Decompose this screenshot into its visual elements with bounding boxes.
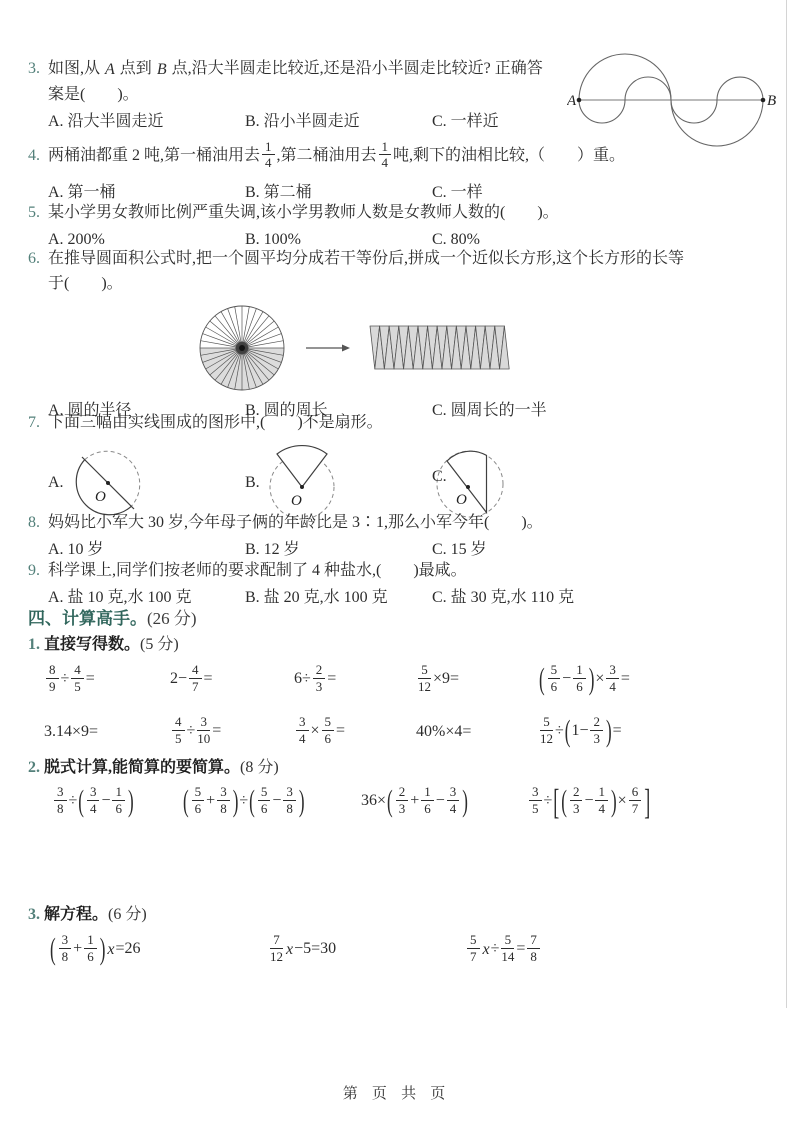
- expression: 2− $\frac{4}{7}$ =: [170, 662, 213, 694]
- subsection-1-number: 1.: [28, 636, 40, 653]
- question-3: [28, 56, 777, 134]
- solve-equation-row: [28, 926, 763, 974]
- expression: ( $\frac{5}{6}$ + $\frac{3}{8}$ )÷( $\frac{5}{6}$ − $\frac{3}{8}$ ): [183, 784, 305, 819]
- question-8: [28, 510, 763, 562]
- question-3-text-line1: 如图,从 A 点到 B 点,沿大半圆走比较近,还是沿小半圆走比较近? 正确答: [48, 60, 543, 78]
- expression: $\frac{3}{4}$ × $\frac{5}{6}$ =: [294, 716, 416, 747]
- question-8-number: 8.: [28, 514, 40, 531]
- option-a: A. 沿大半圆走近: [48, 112, 164, 130]
- expression: $\frac{3}{5}$ ÷[ ( $\frac{2}{3}$ − $\frac{1}{4}$ )× $\frac{6}{7}$ ]: [527, 786, 763, 817]
- question-6-number: 6.: [28, 250, 40, 267]
- option-c: C. 一样: [432, 184, 483, 201]
- expression: $\frac{3}{8}$ ÷( $\frac{3}{4}$ − $\frac{1}{6}$ ): [52, 786, 182, 817]
- question-6: [28, 246, 763, 423]
- question-7-number: 7.: [28, 414, 40, 431]
- question-4-text: 两桶油都重 2 吨,第一桶油用去 $\frac{1}{4}$ ,第二桶油用去 $\frac{1}{4}$ 吨,剩下的油相比较,（ ）重。: [48, 138, 626, 171]
- question-7-text: 下面三幅由实线围成的图形中,( )不是扇形。: [48, 414, 383, 431]
- question-5-text: 某小学男女教师比例严重失调,该小学男教师人数是女教师人数的( )。: [48, 204, 559, 221]
- question-6-text-line1: 在推导圆面积公式时,把一个圆平均分成若干等份后,拼成一个近似长方形,这个长方形的长等: [48, 250, 685, 267]
- point-b-label: B: [767, 93, 777, 109]
- direct-computation-row-2: [28, 708, 763, 756]
- subsection-3-number: 3.: [28, 906, 40, 923]
- direct-computation-row-1: [28, 656, 763, 704]
- option-c: C. 15 岁: [432, 541, 487, 558]
- expression: $\frac{5}{12}$ ×9=: [418, 662, 460, 694]
- subsection-1-score: (5 分): [140, 636, 179, 653]
- expression: $\frac{4}{5}$ ÷ $\frac{3}{10}$ =: [170, 716, 294, 747]
- point-a-label: A: [567, 93, 577, 109]
- scan-edge-line: [786, 0, 787, 1008]
- equation: $\frac{7}{12}$ x−5=30: [270, 932, 337, 964]
- option-b: B. 圆的周长: [245, 402, 328, 419]
- question-7: [28, 410, 763, 525]
- subsection-2-number: 2.: [28, 759, 40, 776]
- figure-c-label: C.: [432, 468, 447, 485]
- expression: $\frac{5}{12}$ ÷(1− $\frac{2}{3}$ )=: [540, 714, 622, 749]
- circle-sectors-svg: [196, 302, 288, 394]
- question-4: [28, 134, 763, 205]
- figure-b-label: B.: [245, 473, 260, 491]
- center-o-label: O: [456, 492, 467, 508]
- subsection-3-title: 解方程。: [44, 906, 109, 923]
- subsection-1-heading: [28, 631, 763, 654]
- equation: ( $\frac{3}{8}$ + $\frac{1}{6}$ ) x=26: [50, 932, 141, 967]
- option-b: B. 盐 20 克,水 100 克: [245, 589, 388, 606]
- section-4-heading: [28, 604, 763, 629]
- option-a: A. 200%: [48, 231, 105, 248]
- subsection-3-heading: [28, 901, 763, 924]
- option-c: C. 圆周长的一半: [432, 402, 547, 419]
- expression: ( $\frac{5}{6}$ − $\frac{1}{6}$ )× $\frac{3}{4}$ =: [539, 662, 630, 697]
- section-score: (26 分): [147, 609, 197, 628]
- expression: 3.14×9=: [44, 723, 99, 740]
- option-b: B. 沿小半圆走近: [245, 112, 360, 130]
- option-b: B. 12 岁: [245, 541, 300, 558]
- step-computation-row: [28, 778, 763, 826]
- arrow-right-icon: [304, 342, 352, 354]
- rectangle-wedges-svg: [368, 322, 513, 374]
- option-c: C. 80%: [432, 231, 480, 248]
- page-footer: 第 页 共 页: [342, 1085, 451, 1102]
- subsection-2-heading: [28, 754, 763, 777]
- option-a: A. 盐 10 克,水 100 克: [48, 589, 192, 606]
- expression: 6÷ $\frac{2}{3}$ =: [294, 662, 337, 694]
- question-4-number: 4.: [28, 147, 40, 164]
- subsection-3-score: (6 分): [108, 906, 147, 923]
- option-c: C. 盐 30 克,水 110 克: [432, 589, 575, 606]
- question-9: [28, 558, 763, 610]
- question-5: [28, 200, 763, 252]
- question-3-number: 3.: [28, 60, 40, 77]
- option-b: B. 100%: [245, 231, 301, 248]
- section-title: 计算高手。: [62, 609, 147, 628]
- expression: $\frac{8}{9}$ ÷ $\frac{4}{5}$ =: [44, 664, 170, 695]
- section-number: 四、: [28, 609, 62, 628]
- expression: 40%×4=: [416, 723, 472, 740]
- option-b: B. 第二桶: [245, 184, 312, 201]
- subsection-2-score: (8 分): [240, 759, 279, 776]
- figure-a-label: A.: [48, 473, 64, 491]
- question-3-text-line2: 案是( )。: [48, 85, 139, 103]
- question-8-text: 妈妈比小军大 30 岁,今年母子俩的年龄比是 3∶1,那么小军今年( )。: [48, 514, 543, 531]
- subsection-1-title: 直接写得数。: [44, 636, 141, 653]
- equation: $\frac{5}{7}$ x÷ $\frac{5}{14}$ = $\frac{7}{8}$: [465, 934, 763, 965]
- circle-to-rectangle-diagram: [196, 300, 763, 396]
- option-c: C. 一样近: [432, 112, 499, 130]
- question-9-number: 9.: [28, 562, 40, 579]
- expression: 36×( $\frac{2}{3}$ + $\frac{1}{6}$ − $\frac{3}{4}$ ): [361, 784, 468, 819]
- center-o-label: O: [290, 493, 302, 509]
- subsection-2-title: 脱式计算,能简算的要简算。: [44, 759, 241, 776]
- center-o-label: O: [94, 489, 106, 505]
- question-5-number: 5.: [28, 204, 40, 221]
- question-6-text-line2: 于( )。: [48, 275, 123, 292]
- option-a: A. 10 岁: [48, 541, 104, 558]
- question-9-text: 科学课上,同学们按老师的要求配制了 4 种盐水,( )最咸。: [48, 562, 467, 579]
- route-diagram-svg: [567, 48, 779, 148]
- option-a: A. 第一桶: [48, 184, 116, 201]
- option-a: A. 圆的半径: [48, 402, 132, 419]
